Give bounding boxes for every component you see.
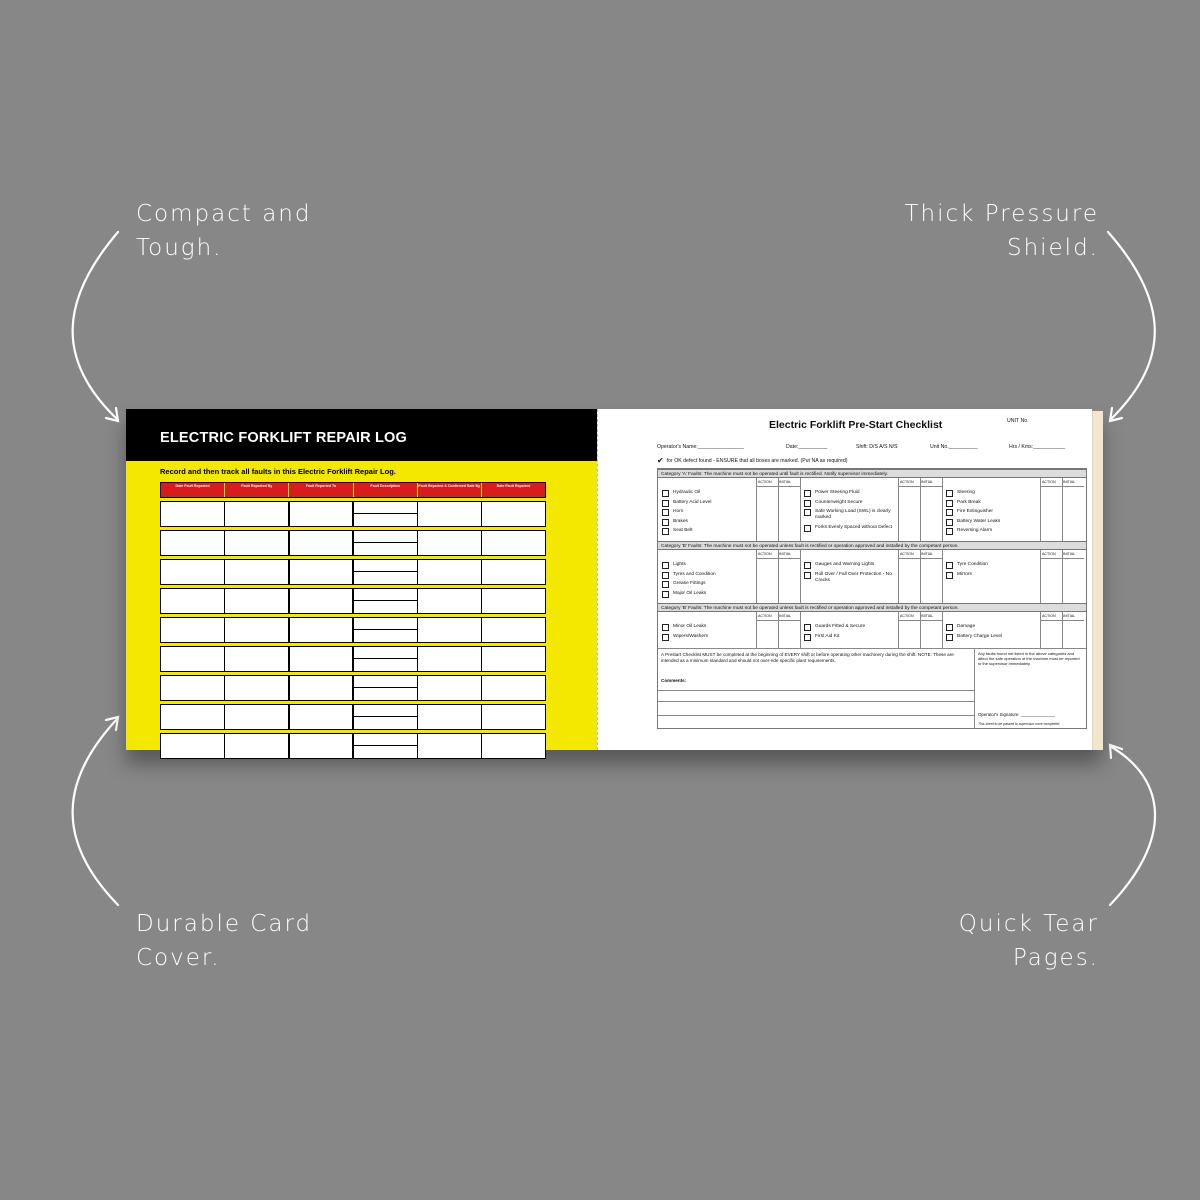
callout-line: Cover.	[136, 945, 221, 971]
table-cell[interactable]	[482, 647, 545, 671]
divider	[756, 486, 800, 487]
table-cell[interactable]	[354, 502, 417, 526]
arrow-bottom-left	[73, 718, 118, 905]
signature-field: Operator's Signature: ______________	[978, 712, 1056, 717]
table-cell[interactable]	[482, 618, 545, 642]
checklist-item-label: Wipers/Washers	[673, 633, 709, 639]
comments-label: Comments:	[661, 678, 687, 683]
checklist-item[interactable]	[662, 581, 754, 588]
checklist-item-label: Forks Evenly Spaced without Defect	[815, 525, 893, 530]
table-row	[160, 588, 546, 614]
table-row	[160, 617, 546, 643]
table-cell[interactable]	[418, 676, 481, 700]
checklist-item-label: Grease Fittings	[673, 581, 706, 586]
checklist-item-label: Major Oil Leaks	[673, 590, 707, 596]
divider	[942, 478, 943, 541]
divider	[898, 558, 942, 559]
divider	[974, 648, 975, 728]
checklist-item-label: First Aid Kit	[815, 633, 840, 639]
divider	[800, 612, 801, 648]
table-cell[interactable]	[225, 705, 288, 729]
checklist-item-label: Park Break	[957, 499, 981, 505]
table-cell[interactable]	[225, 676, 288, 700]
table-cell[interactable]	[225, 734, 288, 758]
checkbox-icon[interactable]	[662, 624, 669, 631]
checklist-item[interactable]	[804, 624, 896, 631]
checklist-item-label: Tyre Condition	[957, 562, 988, 567]
legend-row	[657, 456, 847, 465]
column-header: Fault Repaired & Confirmed Safe By	[418, 483, 482, 497]
checklist-footer: This sheet to be passed to supervisor once completed.	[978, 722, 1061, 726]
checklist-item[interactable]	[946, 572, 1038, 579]
checklist-item[interactable]	[662, 634, 754, 641]
divider	[756, 558, 800, 559]
checkbox-icon[interactable]	[946, 490, 953, 497]
checklist-item-label: Minor Oil Leaks	[673, 624, 707, 629]
checklist-item[interactable]	[804, 634, 896, 641]
table-cell[interactable]	[354, 676, 417, 700]
callout-line: Durable Card	[136, 911, 313, 937]
checkbox-icon[interactable]	[662, 581, 669, 588]
table-cell[interactable]	[290, 589, 353, 613]
initial-column-label: INITIAL	[779, 480, 792, 484]
table-cell[interactable]	[290, 734, 353, 758]
legend-text: for OK defect found - ENSURE that all boxes are marked. (Put NA as required)	[666, 457, 848, 464]
table-cell[interactable]	[418, 560, 481, 584]
checkbox-icon[interactable]	[946, 500, 953, 507]
divider	[800, 550, 801, 603]
initial-column-label: INITIAL	[1063, 614, 1076, 618]
table-cell[interactable]	[290, 705, 353, 729]
checklist-item[interactable]	[662, 509, 754, 516]
checkbox-icon[interactable]	[662, 500, 669, 507]
unit-field: Unit No.__________	[930, 444, 978, 450]
checklist-item[interactable]	[804, 509, 896, 521]
table-cell[interactable]	[225, 589, 288, 613]
checklist-item[interactable]	[662, 572, 754, 579]
checklist-item[interactable]	[946, 500, 1038, 507]
table-cell[interactable]	[161, 531, 224, 555]
callout-line: Thick Pressure	[904, 201, 1099, 227]
checklist-item-label: Brakes	[673, 518, 688, 524]
column-header: Date Fault Reported	[161, 483, 225, 497]
comment-line	[658, 701, 974, 702]
divider	[1040, 558, 1084, 559]
table-row	[160, 559, 546, 585]
table-cell[interactable]	[161, 560, 224, 584]
checkbox-icon[interactable]	[804, 490, 811, 497]
action-column-label: ACTION	[900, 614, 914, 618]
divider	[898, 612, 899, 648]
table-cell[interactable]	[161, 734, 224, 758]
table-cell[interactable]	[225, 618, 288, 642]
initial-column-label: INITIAL	[779, 614, 792, 618]
divider	[658, 648, 1086, 649]
table-cell[interactable]	[161, 705, 224, 729]
table-cell[interactable]	[482, 502, 545, 526]
unit-no-label: UNIT No.	[1007, 418, 1029, 424]
action-column-label: ACTION	[1042, 480, 1056, 484]
checkbox-icon[interactable]	[946, 572, 953, 579]
checkbox-icon[interactable]	[946, 509, 953, 516]
divider	[756, 612, 757, 648]
repair-log-table-header	[160, 482, 546, 498]
checklist-item-label: Horn	[673, 509, 684, 514]
divider	[1040, 620, 1084, 621]
checklist-item[interactable]	[804, 562, 896, 569]
checklist-box	[657, 468, 1087, 729]
date-field: Date:__________	[786, 444, 828, 450]
table-cell[interactable]	[482, 560, 545, 584]
callout-line: Tough.	[136, 235, 223, 261]
checkbox-icon[interactable]	[662, 490, 669, 497]
checklist-item-label: Fire Extinguisher	[957, 509, 993, 514]
table-cell[interactable]	[225, 502, 288, 526]
checkbox-icon[interactable]	[804, 572, 811, 579]
arrow-top-left	[73, 232, 118, 420]
checkbox-icon[interactable]	[662, 519, 669, 526]
checkbox-icon[interactable]	[662, 634, 669, 641]
table-cell[interactable]	[354, 618, 417, 642]
divider	[920, 478, 921, 541]
repair-log-title: ELECTRIC FORKLIFT REPAIR LOG	[160, 430, 407, 446]
table-cell[interactable]	[354, 531, 417, 555]
column-header: Fault Description	[354, 483, 418, 497]
checkbox-icon[interactable]	[804, 509, 811, 516]
divider	[778, 478, 779, 541]
divider	[942, 612, 943, 648]
checklist-item-label: Reversing Alarm	[957, 528, 993, 533]
table-cell[interactable]	[290, 676, 353, 700]
checkbox-icon[interactable]	[804, 634, 811, 641]
checklist-item-label: Guards Fitted & Secure	[815, 624, 866, 629]
divider	[1040, 612, 1041, 648]
checklist-item-label: Mirrors	[957, 571, 972, 577]
checkbox-icon[interactable]	[804, 624, 811, 631]
table-row	[160, 675, 546, 701]
arrow-bottom-right	[1110, 746, 1155, 905]
checklist-page	[609, 409, 1092, 750]
log-book	[126, 409, 1102, 750]
table-cell[interactable]	[161, 589, 224, 613]
check-icon: ✔	[657, 456, 664, 465]
checkbox-icon[interactable]	[662, 572, 669, 579]
table-cell[interactable]	[482, 734, 545, 758]
table-cell[interactable]	[290, 647, 353, 671]
action-column-label: ACTION	[1042, 552, 1056, 556]
checkbox-icon[interactable]	[946, 528, 953, 535]
repair-log-page	[126, 409, 597, 750]
checklist-item-label: Battery Acid Level	[673, 499, 712, 505]
table-cell[interactable]	[290, 502, 353, 526]
checkbox-icon[interactable]	[662, 591, 669, 598]
checkbox-icon[interactable]	[804, 500, 811, 507]
table-row	[160, 733, 546, 759]
divider	[898, 478, 899, 541]
checklist-item-label: Battery Water Leaks	[957, 518, 1001, 524]
checklist-item-label: Steering	[957, 490, 975, 495]
table-cell[interactable]	[418, 618, 481, 642]
category-a-bar: Category 'A' Faults: The machine must not be operated until fault is rectified. Notify supervisor immediately.	[658, 469, 1086, 478]
action-column-label: ACTION	[900, 480, 914, 484]
table-cell[interactable]	[161, 676, 224, 700]
table-cell[interactable]	[482, 705, 545, 729]
prestart-notice: A Prestart Checklist MUST be completed at the beginning of EVERY shift or before operating other machinery during the shift. NOTE: These are intended as a minimum standard and should not over-ride specific plant requirements.	[661, 652, 954, 663]
operator-name-field: Operator's Name:________________	[657, 444, 744, 450]
table-row	[160, 530, 546, 556]
checklist-item-label: Damage	[957, 624, 976, 629]
table-cell[interactable]	[418, 734, 481, 758]
callout-line: Quick Tear	[958, 911, 1099, 937]
divider	[1062, 478, 1063, 541]
callout-line: Compact and	[136, 201, 312, 227]
table-cell[interactable]	[418, 589, 481, 613]
checklist-item-label: Tyres and Condition	[673, 571, 716, 577]
checklist-item[interactable]	[662, 591, 754, 598]
checkbox-icon[interactable]	[662, 509, 669, 516]
checklist-item-label: Power Steering Fluid	[815, 490, 860, 495]
table-cell[interactable]	[418, 531, 481, 555]
initial-column-label: INITIAL	[921, 614, 934, 618]
divider	[1040, 478, 1041, 541]
column-header: Fault Reported To	[289, 483, 353, 497]
checklist-item[interactable]	[804, 500, 896, 507]
repair-log-rows	[160, 501, 546, 759]
checklist-item-label: Gauges and Warning Lights	[815, 562, 875, 567]
checkbox-icon[interactable]	[662, 528, 669, 535]
divider	[800, 478, 801, 541]
checklist-item[interactable]	[946, 519, 1038, 526]
repair-log-table	[160, 482, 546, 759]
table-cell[interactable]	[161, 647, 224, 671]
table-cell[interactable]	[354, 560, 417, 584]
checklist-item[interactable]	[946, 562, 1038, 569]
divider	[898, 486, 942, 487]
checkbox-icon[interactable]	[804, 525, 811, 532]
divider	[898, 620, 942, 621]
checkbox-icon[interactable]	[946, 634, 953, 641]
checklist-item-label: Counterweight Secure	[815, 499, 863, 505]
checklist-item[interactable]	[662, 490, 754, 497]
checklist-item[interactable]	[662, 624, 754, 631]
table-cell[interactable]	[418, 705, 481, 729]
table-row	[160, 704, 546, 730]
table-cell[interactable]	[354, 705, 417, 729]
comment-line	[658, 690, 974, 691]
category-b2-bar: Category 'B' Faults: The machine must not be operated unless fault is rectified or operation approved and installed by the competant person.	[658, 603, 1086, 612]
checklist-item[interactable]	[662, 562, 754, 569]
checkbox-icon[interactable]	[804, 562, 811, 569]
initial-column-label: INITIAL	[921, 552, 934, 556]
checkbox-icon[interactable]	[946, 519, 953, 526]
initial-column-label: INITIAL	[779, 552, 792, 556]
page-stack-edge	[1092, 411, 1103, 750]
table-cell[interactable]	[225, 647, 288, 671]
shift-field: Shift: D/S A/S N/S	[856, 444, 898, 450]
divider	[756, 620, 800, 621]
action-column-label: ACTION	[900, 552, 914, 556]
table-cell[interactable]	[225, 531, 288, 555]
action-column-label: ACTION	[758, 614, 772, 618]
table-cell[interactable]	[225, 560, 288, 584]
table-row	[160, 646, 546, 672]
checklist-item[interactable]	[946, 634, 1038, 641]
checkbox-icon[interactable]	[946, 624, 953, 631]
initial-column-label: INITIAL	[921, 480, 934, 484]
checkbox-icon[interactable]	[662, 562, 669, 569]
table-cell[interactable]	[418, 647, 481, 671]
checklist-item-label: Lights	[673, 562, 686, 567]
checklist-item-label: Safe Working Load (SWL) is clearly marked	[815, 509, 891, 520]
checklist-item[interactable]	[662, 500, 754, 507]
table-cell[interactable]	[354, 589, 417, 613]
checklist-item[interactable]	[946, 509, 1038, 516]
comment-line	[658, 715, 974, 716]
checklist-title: Electric Forklift Pre-Start Checklist	[769, 419, 943, 431]
action-column-label: ACTION	[1042, 614, 1056, 618]
table-cell[interactable]	[482, 531, 545, 555]
repair-log-subtitle: Record and then track all faults in this Electric Forklift Repair Log.	[160, 467, 396, 476]
checklist-item[interactable]	[662, 528, 754, 535]
hrs-field: Hrs / Kms:___________	[1009, 444, 1065, 450]
table-cell[interactable]	[290, 531, 353, 555]
table-row	[160, 501, 546, 527]
callout-line: Shield.	[1006, 235, 1099, 261]
checklist-item[interactable]	[804, 525, 896, 532]
divider	[1040, 486, 1084, 487]
divider	[942, 550, 943, 603]
initial-column-label: INITIAL	[1063, 552, 1076, 556]
checklist-item-label: Roll Over / Fall Over Protection - No Cracks	[815, 571, 892, 583]
checklist-item-label: Battery Charge Level	[957, 633, 1003, 639]
table-cell[interactable]	[290, 618, 353, 642]
checklist-item[interactable]	[804, 572, 896, 584]
arrow-top-right	[1108, 232, 1155, 420]
column-header: Date Fault Repaired	[496, 484, 531, 488]
checklist-item[interactable]	[946, 528, 1038, 535]
table-cell[interactable]	[161, 618, 224, 642]
checklist-item[interactable]	[804, 490, 896, 497]
checklist-item[interactable]	[946, 490, 1038, 497]
table-cell[interactable]	[482, 676, 545, 700]
callout-line: Pages.	[1012, 945, 1099, 971]
table-cell[interactable]	[354, 647, 417, 671]
table-cell[interactable]	[418, 502, 481, 526]
checklist-item[interactable]	[662, 519, 754, 526]
table-cell[interactable]	[290, 560, 353, 584]
action-column-label: ACTION	[758, 552, 772, 556]
checklist-item[interactable]	[946, 624, 1038, 631]
checklist-item-label: Hydraulic Oil	[673, 490, 701, 495]
column-header: Fault Reported By	[225, 483, 289, 497]
divider	[756, 478, 757, 541]
category-b1-bar: Category 'B' Faults: The machine must not be operated unless fault is rectified or operation approved and installed by the competant person.	[658, 541, 1086, 550]
checklist-item-label: Seat Belt	[673, 528, 693, 533]
checkbox-icon[interactable]	[946, 562, 953, 569]
table-cell[interactable]	[354, 734, 417, 758]
table-cell[interactable]	[161, 502, 224, 526]
table-cell[interactable]	[482, 589, 545, 613]
initial-column-label: INITIAL	[1063, 480, 1076, 484]
action-column-label: ACTION	[758, 480, 772, 484]
side-note: Any faults found not listed in the above categories and affect the safe operation of the machine must be reported to the supervisor immediately.	[978, 651, 1080, 666]
